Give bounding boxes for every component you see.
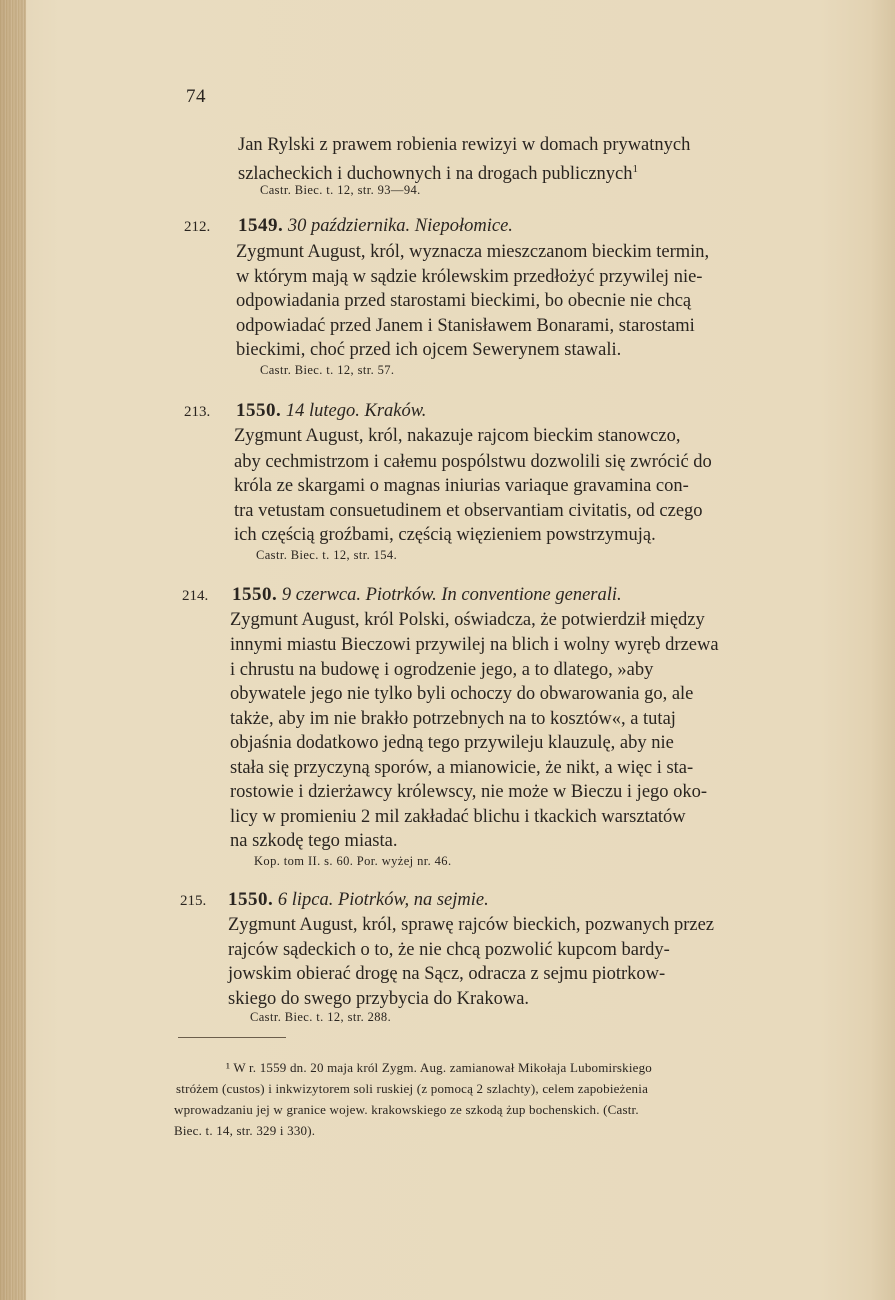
text-line: rostowie i dzierżawcy królewscy, nie może w Bieczu i jego oko- [230, 782, 708, 802]
entry-date-place: 9 czerwca. Piotrków. In conventione generali. [281, 585, 622, 605]
text-line: skiego do swego przybycia do Krakowa. [228, 989, 530, 1009]
text-line: na szkodę tego miasta. [230, 831, 398, 851]
text-line: Zygmunt August, król, sprawę rajców bieckich, pozwanych przez [228, 915, 714, 935]
source-citation: Castr. Biec. t. 12, str. 57. [260, 363, 395, 377]
text-line: Zygmunt August, król, wyznacza mieszczanom bieckim termin, [236, 242, 710, 262]
text-line: króla ze skargami o magnas iniurias variaque gravamina con- [234, 476, 689, 496]
text-line: Zygmunt August, król, nakazuje rajcom bieckim stanowczo, [234, 426, 681, 446]
source-citation: Castr. Biec. t. 12, str. 154. [256, 548, 398, 562]
text-line: i chrustu na budowę i ogrodzenie jego, a to dlatego, »aby [230, 660, 654, 680]
text-line: rajców sądeckich o to, że nie chcą pozwolić kupcom bardy- [228, 940, 670, 960]
footnote-line: Biec. t. 14, str. 329 i 330). [174, 1123, 316, 1138]
entry-number: 213. [184, 404, 211, 420]
text-line: aby cechmistrzom i całemu pospólstwu dozwolili się zwrócić do [234, 452, 712, 472]
entry-year: 1549. [238, 215, 284, 236]
footnote-line: stróżem (custos) i inkwizytorem soli ruskiej (z pomocą 2 szlachty), celem zapobieżenia [176, 1081, 649, 1096]
text-line: odpowiadać przed Janem i Stanisławem Bonarami, starostami [236, 316, 695, 336]
entry-date-place: 6 lipca. Piotrków, na sejmie. [277, 890, 489, 910]
entry-year: 1550. [228, 889, 274, 910]
entry-heading [236, 400, 426, 422]
footnote-divider [178, 1037, 286, 1038]
entry-heading [228, 889, 489, 911]
text-span: szlacheckich i duchownych i na drogach publicznych [238, 164, 633, 185]
text-line: Zygmunt August, król Polski, oświadcza, że potwierdził między [230, 610, 705, 630]
footnote-line: ¹ W r. 1559 dn. 20 maja król Zygm. Aug. zamianował Mikołaja Lubomirskiego [226, 1060, 653, 1075]
text-line: tra vetustam consuetudinem et observantiam civitatis, od czego [234, 501, 703, 521]
source-citation: Castr. Biec. t. 12, str. 288. [250, 1010, 392, 1024]
text-line: stała się przyczyną sporów, a mianowicie, że nikt, a więc i sta- [230, 758, 694, 778]
text-line: innymi miastu Bieczowi przywilej na blich i wolny wyręb drzewa [230, 635, 719, 655]
page-number: 74 [186, 86, 206, 107]
text-line: bieckimi, choć przed ich ojcem Sewerynem stawali. [236, 340, 622, 360]
entry-number: 214. [182, 588, 209, 604]
entry-heading [238, 215, 513, 237]
entry-year: 1550. [232, 584, 278, 605]
text-line: ich częścią groźbami, częścią więzieniem powstrzymują. [234, 525, 656, 545]
text-line: także, aby im nie brakło potrzebnych na to kosztów«, a tutaj [230, 709, 676, 729]
text-line [238, 158, 638, 185]
text-line: Jan Rylski z prawem robienia rewizyi w domach prywatnych [238, 135, 691, 155]
footnote-line: wprowadzaniu jej w granice wojew. krakowskiego ze szkodą żup bochenskich. (Castr. [174, 1102, 639, 1117]
entry-date-place: 30 października. Niepołomice. [287, 216, 513, 236]
source-citation: Kop. tom II. s. 60. Por. wyżej nr. 46. [254, 854, 452, 868]
text-line: obywatele jego nie tylko byli ochoczy do obwarowania go, ale [230, 684, 694, 704]
entry-year: 1550. [236, 400, 282, 421]
entry-number: 215. [180, 893, 207, 909]
text-line: licy w promieniu 2 mil zakładać blichu i tkackich warsztatów [230, 807, 686, 827]
text-line: w którym mają w sądzie królewskim przedłożyć przywilej nie- [236, 267, 703, 287]
text-line: odpowiadania przed starostami bieckimi, bo obecnie nie chcą [236, 291, 692, 311]
footnote-mark: 1 [632, 163, 639, 175]
book-spine-edge [0, 0, 26, 1300]
text-line: jowskim obierać drogę na Sącz, odracza z sejmu piotrkow- [228, 964, 666, 984]
entry-heading [232, 584, 622, 606]
entry-date-place: 14 lutego. Kraków. [285, 401, 427, 421]
text-line: objaśnia dodatkowo jedną tego przywileju klauzulę, aby nie [230, 733, 674, 753]
source-citation: Castr. Biec. t. 12, str. 93—94. [260, 183, 421, 197]
entry-number: 212. [184, 219, 211, 235]
